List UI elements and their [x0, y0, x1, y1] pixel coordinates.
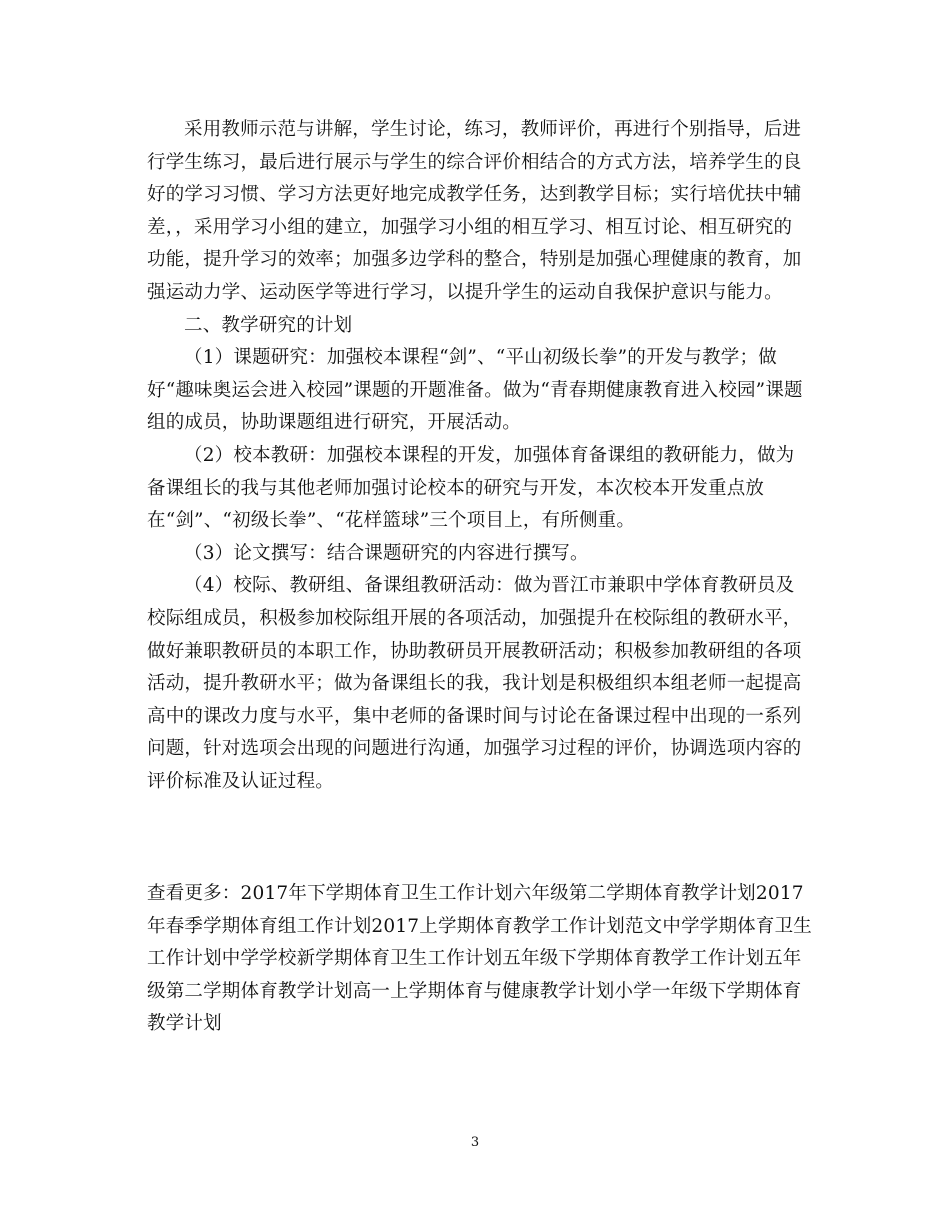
document-body: [147, 114, 807, 798]
see-more-line[interactable]: 工作计划中学学校新学期体育卫生工作计划五年级下学期体育教学工作计划五年: [147, 948, 802, 970]
text-line: 功能，提升学习的效率；加强多边学科的整合，特别是加强心理健康的教育，加: [147, 249, 802, 271]
paragraph-topic-research: [147, 342, 807, 440]
text-line: 问题，针对选项会出现的问题进行沟通，加强学习过程的评价，协调选项内容的: [147, 738, 802, 760]
text-line: 采用教师示范与讲解，学生讨论，练习，教师评价，再进行个别指导，后进: [184, 119, 802, 140]
paragraph-research-activities: [147, 570, 807, 798]
text-line: （4）校际、教研组、备课组教研活动：做为晋江市兼职中学体育教研员及: [184, 575, 795, 597]
see-more-line[interactable]: 年春季学期体育组工作计划2017上学期体育教学工作计划范文中学学期体育卫生: [147, 915, 812, 937]
text-line: 行学生练习，最后进行展示与学生的综合评价相结合的方式方法，培养学生的良: [147, 151, 802, 173]
text-line: （2）校本教研：加强校本课程的开发，加强体育备课组的教研能力，做为: [184, 444, 795, 466]
paragraph-paper-writing: [147, 538, 807, 571]
section-heading: 二、教学研究的计划: [184, 314, 353, 336]
text-line: 好“趣味奥运会进入校园”课题的开题准备。做为“青春期健康教育进入校园”课题: [147, 379, 803, 401]
paragraph-school-research: [147, 440, 807, 538]
paragraph-teaching-methods: [147, 114, 807, 310]
text-line: 强运动力学、运动医学等进行学习，以提升学生的运动自我保护意识与能力。: [147, 281, 783, 303]
text-line: （3）论文撰写：结合课题研究的内容进行撰写。: [184, 542, 589, 564]
section-heading-research-plan: [147, 310, 807, 343]
see-more-line[interactable]: 教学计划: [147, 1013, 222, 1035]
text-line: 高中的课改力度与水平，集中老师的备课时间与讨论在备课过程中出现的一系列: [147, 705, 802, 727]
text-line: 好的学习习惯、学习方法更好地完成教学任务，达到教学目标；实行培优扶中辅: [147, 184, 802, 206]
see-more-links[interactable]: [147, 878, 813, 1041]
text-line: 差，，采用学习小组的建立，加强学习小组的相互学习、相互讨论、相互研究的: [147, 216, 793, 238]
text-line: 组的成员，协助课题组进行研究，开展活动。: [147, 412, 522, 434]
text-line: 在“剑”、“初级长拳”、“花样篮球”三个项目上，有所侧重。: [147, 510, 636, 532]
text-line: 活动，提升教研水平；做为备课组长的我，我计划是积极组织本组老师一起提高: [147, 673, 802, 695]
text-line: （1）课题研究：加强校本课程“剑”、“平山初级长拳”的开发与教学；做: [184, 347, 777, 369]
see-more-line[interactable]: 查看更多：2017年下学期体育卫生工作计划六年级第二学期体育教学计划2017: [147, 883, 804, 904]
text-line: 备课组长的我与其他老师加强讨论校本的研究与开发，本次校本开发重点放: [147, 477, 765, 499]
text-line: 做好兼职教研员的本职工作，协助教研员开展教研活动；积极参加教研组的各项: [147, 640, 802, 662]
text-line: 评价标准及认证过程。: [147, 770, 335, 792]
text-line: 校际组成员，积极参加校际组开展的各项活动，加强提升在校际组的教研水平，: [147, 607, 802, 629]
see-more-line[interactable]: 级第二学期体育教学计划高一上学期体育与健康教学计划小学一年级下学期体育: [147, 980, 802, 1002]
page-number: 3: [470, 1135, 480, 1150]
